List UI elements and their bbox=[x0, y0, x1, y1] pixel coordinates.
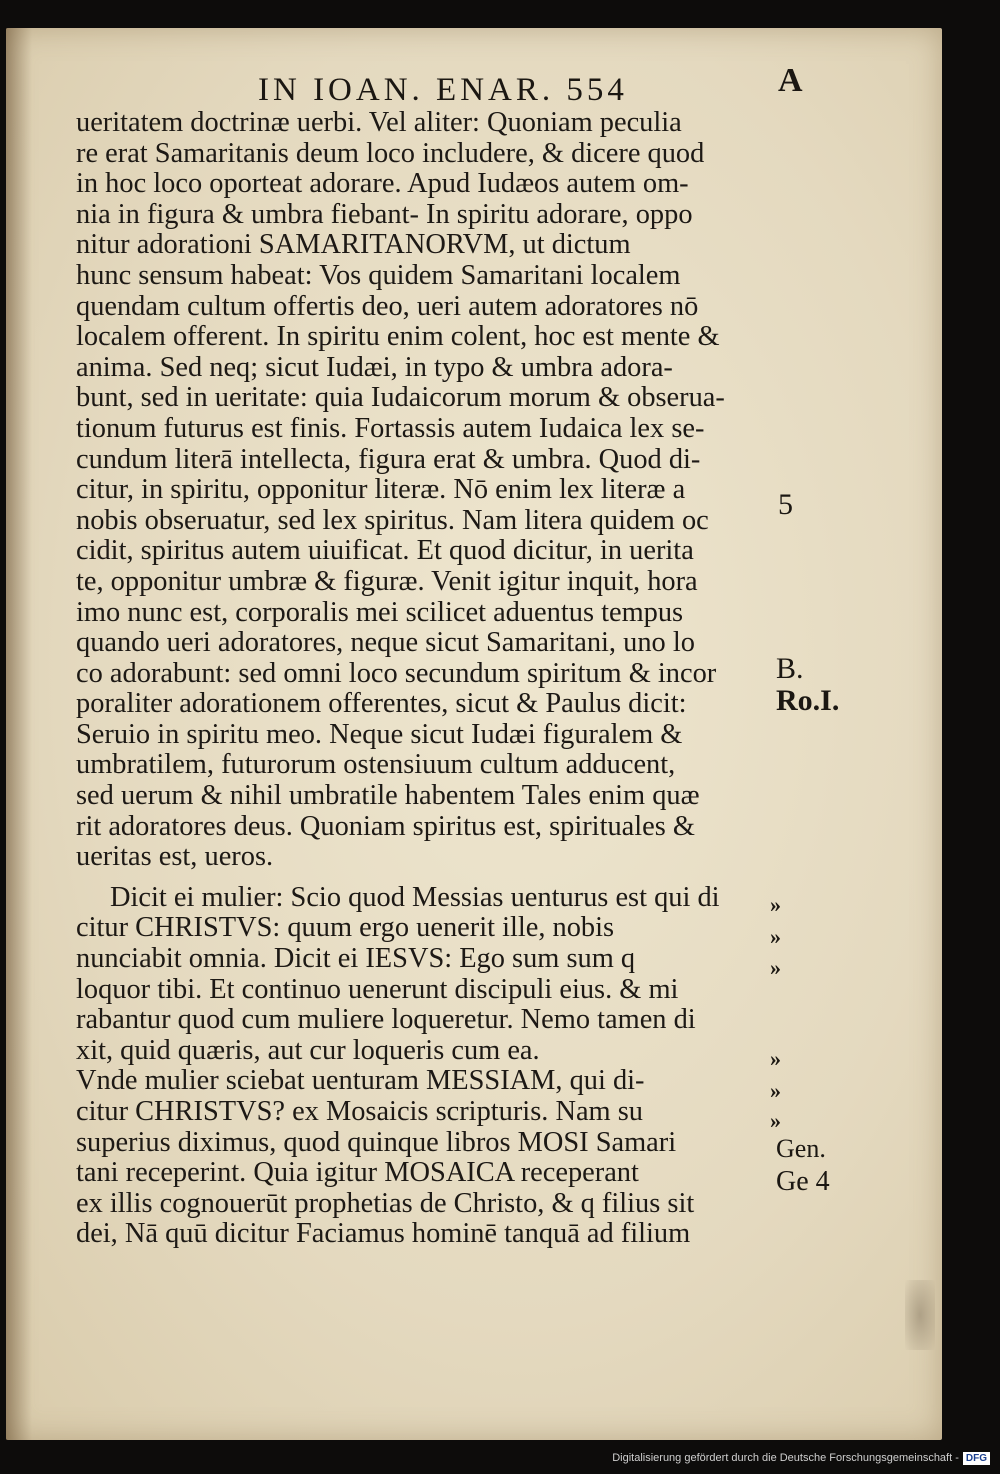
text-line: sed uerum & nihil umbratile habentem Tales enim quæ bbox=[76, 780, 700, 812]
margin-note-gen: Gen. bbox=[776, 1134, 826, 1163]
text-line: quando ueri adoratores, neque sicut Samaritani, uno lo bbox=[76, 627, 695, 659]
margin-quote-mark: » bbox=[770, 955, 781, 980]
text-line: co adorabunt: sed omni loco secundum spiritum & incor bbox=[76, 657, 717, 689]
text-line: cundum literā intellecta, figura erat & umbra. Quod di- bbox=[76, 443, 701, 475]
text-line: rabantur quod cum muliere loqueretur. Nemo tamen di bbox=[76, 1004, 696, 1036]
text-line: re erat Samaritanis deum loco includere, & dicere quod bbox=[76, 137, 705, 169]
text-line: poraliter adorationem offerentes, sicut & Paulus dicit: bbox=[76, 688, 687, 720]
text-line: Vnde mulier sciebat uenturam MESSIAM, qui di- bbox=[76, 1065, 645, 1097]
signature-mark: A bbox=[778, 62, 803, 99]
text-line: quendam cultum offertis deo, ueri autem adoratores nō bbox=[76, 290, 699, 322]
margin-quote-mark: » bbox=[770, 924, 781, 949]
paper-stain bbox=[905, 1280, 935, 1350]
text-line: nia in figura & umbra fiebant- In spiritu adorare, oppo bbox=[76, 198, 693, 230]
text-line: citur CHRISTVS: quum ergo uenerit ille, nobis bbox=[76, 912, 615, 944]
text-line: in hoc loco oporteat adorare. Apud Iudæos autem om- bbox=[76, 168, 689, 200]
margin-quote-mark: » bbox=[770, 1046, 781, 1071]
margin-quote-mark: » bbox=[770, 1108, 781, 1133]
text-line: ex illis cognouerūt prophetias de Christo, & q filius sit bbox=[76, 1187, 695, 1219]
text-line: tani receperint. Quia igitur MOSAICA receperant bbox=[76, 1157, 639, 1189]
running-head: IN IOAN. ENAR. 554 bbox=[258, 72, 628, 108]
footer-credit: Digitalisierung gefördert durch die Deutsche Forschungsgemeinschaft - bbox=[612, 1452, 959, 1464]
text-line: bunt, sed in ueritate: quia Iudaicorum morum & obserua- bbox=[76, 382, 725, 414]
text-line: nobis obseruatur, sed lex spiritus. Nam litera quidem oc bbox=[76, 504, 709, 536]
margin-note-ge4: Ge 4 bbox=[776, 1166, 830, 1197]
text-line: rit adoratores deus. Quoniam spiritus est, spirituales & bbox=[76, 810, 695, 842]
text-line: tionum futurus est finis. Fortassis autem Iudaica lex se- bbox=[76, 412, 705, 444]
text-line: dei, Nā quū dicitur Faciamus hominē tanquā ad filium bbox=[76, 1218, 691, 1250]
text-line: anima. Sed neq; sicut Iudæi, in typo & umbra adora- bbox=[76, 351, 673, 383]
margin-note-5: 5 bbox=[778, 488, 793, 521]
text-line: hunc sensum habeat: Vos quidem Samaritani localem bbox=[76, 259, 681, 291]
text-line: ueritatem doctrinæ uerbi. Vel aliter: Quoniam peculia bbox=[76, 107, 682, 138]
text-line: cidit, spiritus autem uiuificat. Et quod dicitur, in uerita bbox=[76, 535, 694, 567]
text-line: Dicit ei mulier: Scio quod Messias uenturus est qui di bbox=[110, 881, 720, 913]
text-line: nitur adorationi SAMARITANORVM, ut dictum bbox=[76, 229, 631, 261]
text-line: localem offerent. In spiritu enim colent, hoc est mente & bbox=[76, 321, 720, 353]
text-line: Seruio in spiritu meo. Neque sicut Iudæi figuralem & bbox=[76, 718, 683, 750]
digitization-footer bbox=[612, 1448, 990, 1468]
text-line: umbratilem, futurorum ostensiuum cultum adducent, bbox=[76, 749, 676, 781]
text-line: ueritas est, ueros. bbox=[76, 841, 274, 873]
dfg-logo-icon: DFG bbox=[963, 1452, 990, 1465]
text-line: superius diximus, quod quinque libros MOSI Samari bbox=[76, 1126, 677, 1158]
margin-note-b: B. bbox=[776, 652, 804, 685]
text-line: te, opponitur umbræ & figuræ. Venit igitur inquit, hora bbox=[76, 565, 698, 597]
margin-quote-mark: » bbox=[770, 1078, 781, 1103]
text-line: nunciabit omnia. Dicit ei IESVS: Ego sum sum q bbox=[76, 943, 636, 975]
text-line: xit, quid quæris, aut cur loqueris cum ea. bbox=[76, 1034, 540, 1066]
text-line: loquor tibi. Et continuo uenerunt discipuli eius. & mi bbox=[76, 973, 679, 1005]
text-line: citur, in spiritu, opponitur literæ. Nō enim lex literæ a bbox=[76, 474, 686, 506]
text-line: citur CHRISTVS? ex Mosaicis scripturis. Nam su bbox=[76, 1096, 643, 1127]
text-line: imo nunc est, corporalis mei scilicet aduentus tempus bbox=[76, 596, 684, 628]
margin-note-ro: Ro.I. bbox=[776, 684, 840, 717]
margin-quote-mark: » bbox=[770, 892, 781, 917]
main-text-block bbox=[76, 108, 766, 1250]
